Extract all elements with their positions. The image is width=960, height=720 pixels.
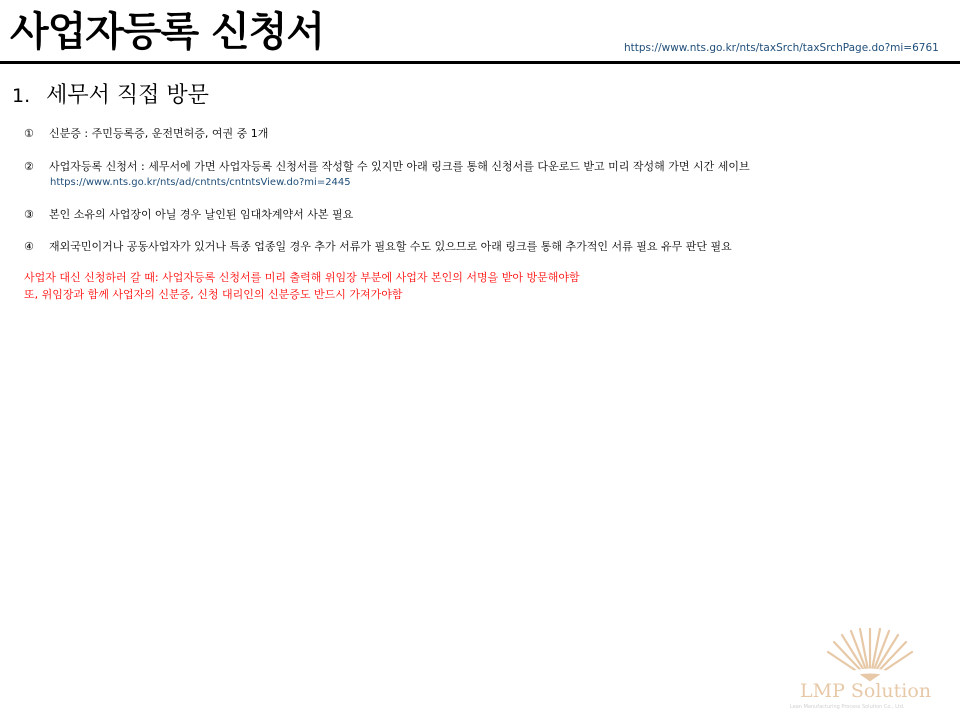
section-heading xyxy=(12,78,209,109)
list-item xyxy=(24,126,268,141)
item-marker: ① xyxy=(24,127,34,140)
item-marker: ③ xyxy=(24,208,34,221)
company-logo xyxy=(790,620,950,715)
application-form-link[interactable]: https://www.nts.go.kr/nts/ad/cntnts/cntntsView.do?mi=2445 xyxy=(50,177,351,188)
section-number: 1. xyxy=(12,85,31,107)
reference-link[interactable]: https://www.nts.go.kr/nts/taxSrch/taxSrchPage.do?mi=6761 xyxy=(624,42,939,54)
logo-name: LMP Solution xyxy=(800,680,932,702)
item-text: 재외국민이거나 공동사업자가 있거나 특종 업종일 경우 추가 서류가 필요할 수도 있으므로 아래 링크를 통해 추가적인 서류 필요 유무 판단 필요 xyxy=(49,240,732,253)
list-item xyxy=(24,159,750,174)
section-title: 세무서 직접 방문 xyxy=(46,83,209,108)
item-marker: ② xyxy=(24,160,34,173)
list-item xyxy=(24,239,732,254)
item-text: 신분증 : 주민등록증, 운전면허증, 여권 중 1개 xyxy=(49,127,269,140)
logo-tagline: Lean Manufacturing Process Solution Co., Ltd. xyxy=(790,704,905,710)
sunburst-icon xyxy=(820,628,920,683)
warning-note: 또, 위임장과 함께 사업자의 신분증, 신청 대리인의 신분증도 반드시 가져가야함 xyxy=(24,288,403,301)
item-marker: ④ xyxy=(24,240,34,253)
title-divider xyxy=(0,61,960,64)
list-item xyxy=(24,207,353,222)
item-text: 사업자등록 신청서 : 세무서에 가면 사업자등록 신청서를 작성할 수 있지만 아래 링크를 통해 신청서를 다운로드 받고 미리 작성해 가면 시간 세이브 xyxy=(49,160,750,173)
item-text: 본인 소유의 사업장이 아닐 경우 날인된 임대차계약서 사본 필요 xyxy=(49,208,354,221)
page-title: 사업자등록 신청서 xyxy=(10,9,325,55)
warning-note: 사업자 대신 신청하러 갈 때: 사업자등록 신청서를 미리 출력해 위임장 부분에 사업자 본인의 서명을 받아 방문해야함 xyxy=(24,271,580,284)
